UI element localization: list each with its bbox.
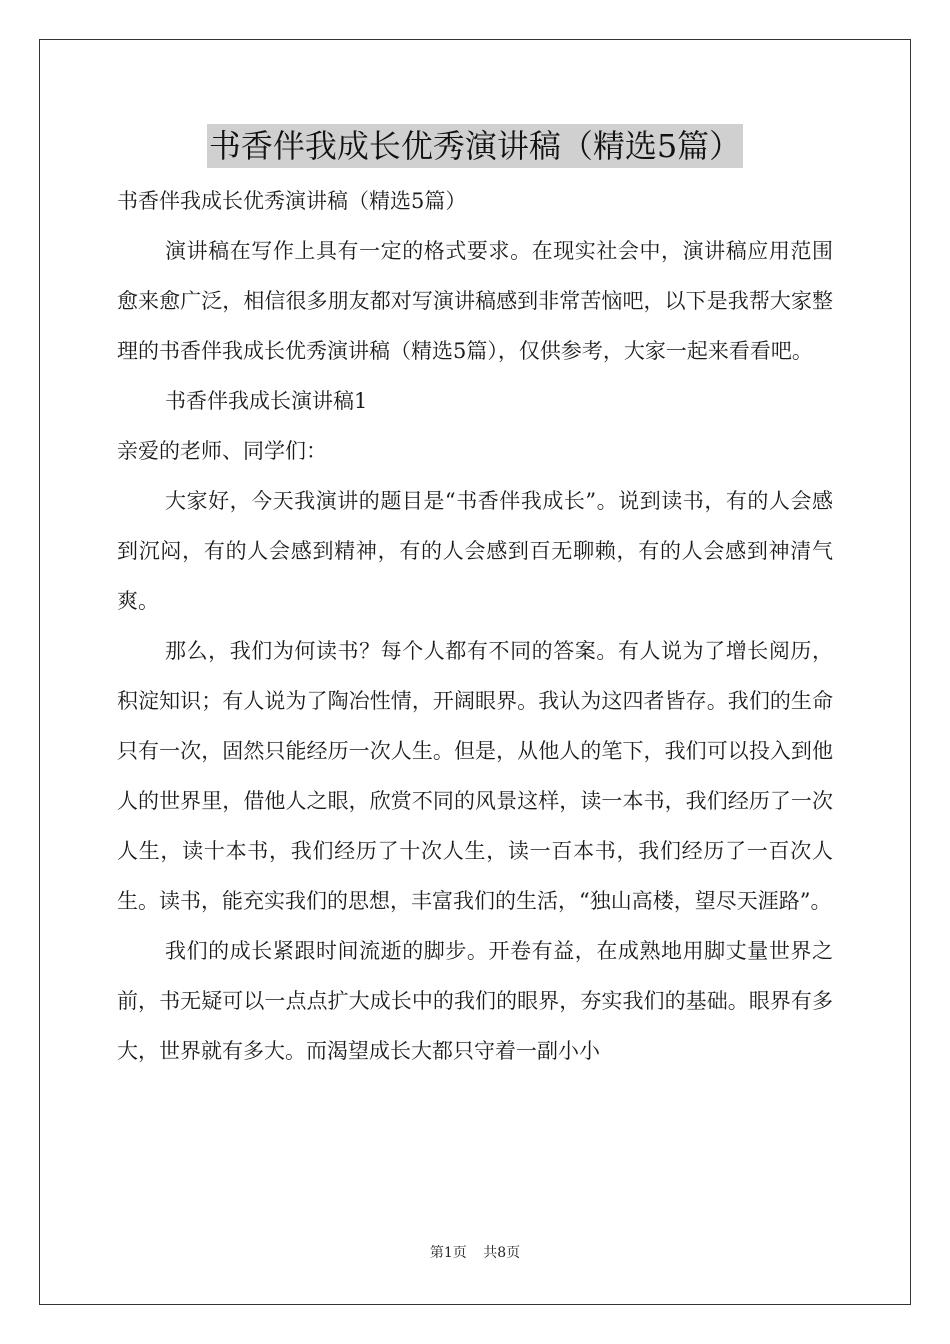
section-heading: 书香伴我成长演讲稿1 bbox=[165, 389, 368, 413]
intro-paragraph: 演讲稿在写作上具有一定的格式要求。在现实社会中，演讲稿应用范围愈来愈广泛，相信很多朋友都对写演讲稿感到非常苦恼吧，以下是我帮大家整理的书香伴我成长优秀演讲稿（精选5篇），仅供参考，大家一起来看看吧。 bbox=[117, 239, 833, 363]
page-footer bbox=[0, 1242, 950, 1262]
body-paragraph: 我们的成长紧跟时间流逝的脚步。开卷有益，在成熟地用脚丈量世界之前，书无疑可以一点点扩大成长中的我们的眼界，夯实我们的基础。眼界有多大，世界就有多大。而渴望成长大都只守着一副小小 bbox=[117, 939, 833, 1063]
body-paragraph: 那么，我们为何读书？每个人都有不同的答案。有人说为了增长阅历，积淀知识；有人说为了陶冶性情，开阔眼界。我认为这四者皆存。我们的生命只有一次，固然只能经历一次人生。但是，从他人的笔下，我们可以投入到他人的世界里，借他人之眼，欣赏不同的风景这样，读一本书，我们经历了一次人生，读十本书，我们经历了十次人生，读一百本书，我们经历了一百次人生。读书，能充实我们的思想，丰富我们的生活，“独山高楼，望尽天涯路”。 bbox=[117, 639, 833, 913]
document-title: 书香伴我成长优秀演讲稿（精选5篇） bbox=[207, 124, 743, 168]
subtitle-line: 书香伴我成长优秀演讲稿（精选5篇） bbox=[117, 189, 467, 213]
body-paragraph: 大家好，今天我演讲的题目是“书香伴我成长”。说到读书，有的人会感到沉闷，有的人会感到精神，有的人会感到百无聊赖，有的人会感到神清气爽。 bbox=[117, 489, 833, 613]
page-total: 共8页 bbox=[483, 1245, 521, 1261]
page-number: 第1页 bbox=[429, 1245, 467, 1261]
salutation: 亲爱的老师、同学们： bbox=[117, 439, 327, 463]
document-body bbox=[117, 176, 833, 1076]
title-container bbox=[0, 124, 950, 168]
